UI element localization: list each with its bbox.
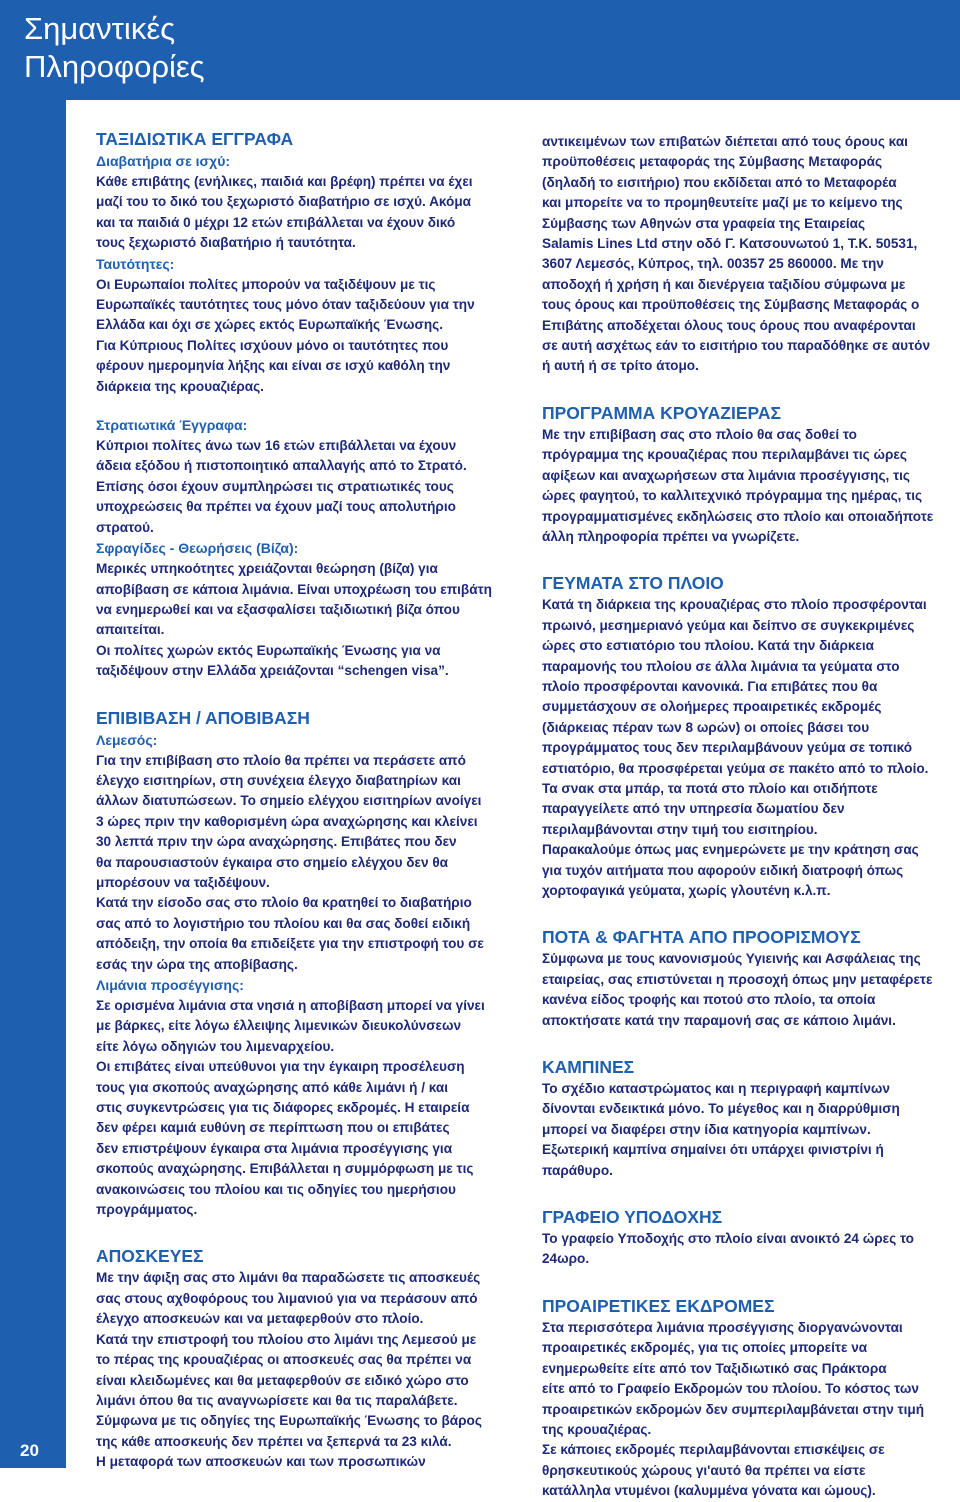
page-title [24, 10, 205, 86]
text-line: Μερικές υπηκοότητες χρειάζονται θεώρηση (βίζα) για [96, 561, 438, 577]
text-line: ή αυτή ή σε τρίτο άτομο. [542, 358, 699, 374]
text-line: είτε από το Γραφείο Εκδρομών του πλοίου. Το κόστος των [542, 1381, 919, 1397]
text-line: κατάλληλα ντυμένοι (καλυμμένα γόνατα και ώμους). [542, 1483, 876, 1499]
text-line: (διάρκειας πέραν των 8 ωρών) οι οποίες βάσει του [542, 719, 870, 735]
text-line: δίνονται ενδεικτικά μόνο. Το μέγεθος και η διαρρύθμιση [542, 1101, 900, 1117]
text-line: εσάς την ώρα της αποβίβασης. [96, 956, 298, 972]
text-line: 24ωρο. [542, 1251, 590, 1267]
text-line: Επιβάτης αποδέχεται όλους τους όρους που αναφέρονται [542, 317, 916, 333]
text-line: εστιατόριο, θα προσφέρεται γεύμα σε πακέτο από το πλοίο. [542, 760, 929, 776]
text-line: άλλων διατυπώσεων. Το σημείο ελέγχου εισιτηρίων ανοίγει [96, 793, 482, 809]
text-line: αποκτήσατε κατά την παραμονή σας σε κάποιο λιμάνι. [542, 1012, 896, 1028]
text-line: Κατά τη διάρκεια της κρουαζιέρας στο πλοίο προσφέρονται [542, 597, 927, 613]
paragraph [96, 172, 526, 254]
text-line: αποβίβαση σε κάποια λιμάνια. Είναι υποχρέωση του επιβάτη [96, 581, 492, 597]
text-line: Κάθε επιβάτης (ενήλικες, παιδιά και βρέφη) πρέπει να έχει [96, 174, 473, 189]
text-line: μαζί του το δικό του ξεχωριστό διαβατήριο σε ισχύ. Ακόμα [96, 194, 471, 210]
paragraph [96, 559, 526, 681]
text-line: 3607 Λεμεσός, Κύπρος, τηλ. 00357 25 860000. Με την [542, 256, 884, 272]
text-line: ώρες φαγητού, το καλλιτεχνικό πρόγραμμα της ημέρας, τις [542, 488, 923, 504]
text-line: Οι Ευρωπαίοι πολίτες μπορούν να ταξιδέψουν με τις [96, 276, 436, 292]
text-line: Ελλάδα και όχι σε χώρες εκτός Ευρωπαϊκής Ένωσης. [96, 317, 443, 333]
paragraph [542, 132, 952, 377]
section-heading: ΤΑΞΙΔΙΩΤΙΚΑ ΕΓΓΡΑΦΑ [96, 129, 294, 149]
paragraph [542, 949, 952, 1031]
text-line: σας στους αχθοφόρους του λιμανιού για να περάσουν από [96, 1290, 478, 1306]
text-line: συμμετάσχουν σε ολοήμερες προαιρετικές εκδρομές [542, 699, 882, 715]
section-heading: ΠΟΤΑ & ΦΑΓΗΤΑ ΑΠΟ ΠΡΟΟΡΙΣΜΟΥΣ [542, 927, 861, 948]
text-line: μπορέσουν να ταξιδέψουν. [96, 874, 270, 890]
text-line: της κάθε αποσκευής δεν πρέπει να ξεπερνά τα 23 κιλά. [96, 1433, 452, 1449]
text-line: 3 ώρες πριν την καθορισμένη ώρα αναχώρησης και κλείνει [96, 813, 478, 829]
text-line: προγράμματος. [96, 1202, 198, 1218]
text-line: λιμάνι όπου θα τις αναγνωρίσετε και θα τις παραλάβετε. [96, 1392, 458, 1408]
text-line: πρόγραμμα της κρουαζιέρας που περιλαμβάνει τις ώρες [542, 447, 907, 463]
text-line: αποδοχή ή χρήση ή και διενέργεια ταξιδίου σύμφωνα με [542, 276, 906, 292]
paragraph [96, 751, 526, 975]
paragraph [542, 425, 952, 547]
text-line: προϋποθέσεις μεταφοράς της Σύμβασης Μεταφοράς [542, 154, 883, 170]
text-line: είτε λόγω οδηγιών του λιμεναρχείου. [96, 1038, 335, 1054]
section-heading: ΠΡΟΓΡΑΜΜΑ ΚΡΟΥΑΖΙΕΡΑΣ [542, 402, 782, 423]
text-line: ανακοινώσεις του πλοίου και τις οδηγίες του ημερήσιου [96, 1181, 456, 1197]
subheading: Διαβατήρια σε ισχύ: [96, 153, 231, 169]
text-line: Ευρωπαϊκές ταυτότητες τους μόνο όταν ταξιδεύουν για την [96, 297, 475, 313]
text-line: Παρακαλούμε όπως μας ενημερώνετε με την κράτηση σας [542, 842, 919, 858]
text-line: με βάρκες, είτε λόγω έλλειψης λιμενικών διευκολύνσεων [96, 1018, 462, 1034]
page-number: 20 [20, 1441, 39, 1460]
text-line: Με την άφιξη σας στο λιμάνι θα παραδώσετε τις αποσκευές [96, 1270, 481, 1286]
text-line: τους ξεχωριστό διαβατήριο ή ταυτότητα. [96, 235, 356, 251]
text-line: φέρουν ημερομηνία λήξης και είναι σε ισχύ καθόλη την [96, 358, 451, 374]
text-line: Σύμφωνα με τις οδηγίες της Ευρωπαϊκής Ένωσης το βάρος [96, 1413, 482, 1429]
text-line: Salamis Lines Ltd στην οδό Γ. Κατσουνωτού 1, Τ.Κ. 50531, [542, 236, 918, 252]
text-line: εταιρείας, σας επιστύνεται η προσοχή όπως μην μεταφέρετε [542, 971, 933, 987]
text-line: μπορεί να διαφέρει στην ίδια κατηγορία καμπίνων. [542, 1121, 871, 1137]
paragraph [96, 996, 526, 1220]
text-line: Τα σνακ στα μπάρ, τα ποτά στο πλοίο και οτιδήποτε [542, 780, 878, 796]
text-line: Για την επιβίβαση στο πλοίο θα πρέπει να περάσετε από [96, 752, 466, 768]
section-heading: ΚΑΜΠΙΝΕΣ [542, 1057, 635, 1078]
text-line: Κατά την επιστροφή του πλοίου στο λιμάνι της Λεμεσού με [96, 1331, 477, 1347]
text-line: και τα παιδιά 0 μέχρι 12 ετών επιβάλλεται να έχουν δικό [96, 214, 456, 230]
text-line: κανένα είδος τροφής και ποτού στο πλοίο, τα οποία [542, 992, 876, 1008]
paragraph [542, 1229, 952, 1270]
text-line: ταξιδέψουν στην Ελλάδα χρειάζονται “schengen visa”. [96, 663, 449, 679]
text-line: Στα περισσότερα λιμάνια προσέγγισης διοργανώνονται [542, 1319, 903, 1335]
text-line: σε αυτή ασχέτως εάν το εισιτήριο του παραδόθηκε σε αυτόν [542, 338, 930, 354]
text-line: προγράμματος τους δεν περιλαμβάνουν γεύμα σε τοπικό [542, 740, 913, 756]
text-line: Οι επιβάτες είναι υπεύθυνοι για την έγκαιρη προσέλευση [96, 1059, 465, 1075]
text-line: Κατά την είσοδο σας στο πλοίο θα κρατηθεί το διαβατήριο [96, 895, 472, 911]
text-line: υποχρεώσεις θα πρέπει να έχουν μαζί τους απολυτήριο [96, 499, 456, 515]
text-line: προαιρετικών εκδρομών δεν συμπεριλαμβάνεται στην τιμή [542, 1401, 924, 1417]
text-line: Η μεταφορά των αποσκευών και των προσωπικών [96, 1454, 426, 1470]
text-line: πλοίο προσφέρονται κανονικά. Για επιβάτες που θα [542, 678, 878, 694]
text-line: θρησκευτικούς χώρους γι'αυτό θα πρέπει να είστε [542, 1462, 866, 1478]
text-line: Κύπριοι πολίτες άνω των 16 ετών επιβάλλεται να έχουν [96, 438, 457, 454]
text-line: το πέρας της κρουαζιέρας οι αποσκευές σας θα πρέπει να [96, 1352, 472, 1368]
text-line: Οι πολίτες χωρών εκτός Ευρωπαϊκής Ένωσης για να [96, 642, 441, 658]
subheading: Σφραγίδες - Θεωρήσεις (Βίζα): [96, 540, 299, 557]
text-line: προγραμματισμένες εκδηλώσεις στο πλοίο και οποιαδήποτε [542, 508, 934, 524]
text-line: Το σχέδιο καταστρώματος και η περιγραφή καμπίνων [542, 1081, 890, 1097]
paragraph [96, 436, 526, 538]
text-line: διάρκεια της κρουαζιέρας. [96, 378, 264, 394]
text-line: Με την επιβίβαση σας στο πλοίο θα σας δοθεί το [542, 426, 857, 442]
text-line: θα παρουσιαστούν έγκαιρα στο σημείο ελέγχου δεν θα [96, 854, 449, 870]
text-line: απόδειξη, την οποία θα επιδείξετε για την επιστροφή του σε [96, 936, 484, 952]
text-line: προαιρετικές εκδρομές, για τις οποίες μπορείτε να [542, 1340, 868, 1356]
text-line: σκοπούς αναχώρησης. Επιβάλλεται η συμμόρφωση με τις [96, 1161, 474, 1177]
paragraph [542, 595, 952, 901]
right-column [542, 132, 952, 1502]
subheading: Ταυτότητες: [96, 255, 175, 272]
text-line: 30 λεπτά πριν την ώρα αναχώρησης. Επιβάτες που δεν [96, 834, 457, 850]
text-line: Σύμφωνα με τους κανονισμούς Υγιεινής και Ασφάλειας της [542, 951, 921, 967]
text-line: παραμονής του πλοίου σε άλλα λιμάνια τα γεύματα στο [542, 658, 900, 674]
subheading: Στρατιωτικά Έγγραφα: [96, 417, 248, 434]
text-line: δεν επιστρέψουν έγκαιρα στα λιμάνια προσέγγισης για [96, 1140, 453, 1156]
text-line: άδεια εξόδου ή πιστοποιητικό απαλλαγής από το Στρατό. [96, 458, 467, 474]
text-line: στις συγκεντρώσεις για τις διάφορες εκδρομές. Η εταιρεία [96, 1100, 470, 1116]
text-line: Σε ορισμένα λιμάνια στα νησιά η αποβίβαση μπορεί να γίνει [96, 998, 485, 1013]
text-line: να ενημερωθεί και να εξασφαλίσει ταξιδιωτική βίζα όπου [96, 601, 460, 617]
left-column [96, 127, 526, 1473]
text-line: της κρουαζιέρας. [542, 1421, 652, 1437]
text-line: (δηλαδή το εισιτήριο) που εκδίδεται από το Μεταφορέα [542, 174, 897, 190]
paragraph [542, 1318, 952, 1502]
text-line: χορτοφαγικά γεύματα, χωρίς γλουτένη κ.λ.π. [542, 883, 831, 898]
text-line: ώρες στο εστιατόριο του πλοίου. Κατά την διάρκεια [542, 638, 875, 654]
subheading: Λεμεσός: [96, 731, 158, 748]
text-line: Σύμβασης των Αθηνών στα γραφεία της Εταιρείας [542, 215, 866, 231]
section-heading: ΠΡΟΑΙΡΕΤΙΚΕΣ ΕΚΔΡΟΜΕΣ [542, 1295, 775, 1316]
text-line: έλεγχο αποσκευών και να μεταφερθούν στο πλοίο. [96, 1311, 424, 1327]
text-line: έλεγχο εισιτηρίων, στη συνέχεια έλεγχο διαβατηρίων και [96, 772, 461, 788]
text-line: παράθυρο. [542, 1162, 613, 1178]
text-line: παραγγείλετε από την υπηρεσία δωματίου δεν [542, 801, 845, 817]
text-line: άλλη πληροφορία πρέπει να γνωρίζετε. [542, 528, 800, 544]
section-heading: ΓΕΥΜΑΤΑ ΣΤΟ ΠΛΟΙΟ [542, 573, 724, 594]
text-line: αντικειμένων των επιβατών διέπεται από τους όρους και [542, 134, 908, 149]
page-title-line: Σημαντικές [24, 11, 176, 46]
text-line: ενημερωθείτε είτε από τον Ταξιδιωτικό σας Πράκτορα [542, 1360, 887, 1376]
text-line: Σε κάποιες εκδρομές περιλαμβάνονται επισκέψεις σε [542, 1442, 885, 1458]
text-line: τους όρους και προϋποθέσεις της Σύμβασης Μεταφοράς ο [542, 297, 920, 313]
text-line: και μπορείτε να το προμηθευτείτε μαζί με το κείμενο της [542, 195, 903, 211]
section-heading: ΓΡΑΦΕΙΟ ΥΠΟΔΟΧΗΣ [542, 1207, 723, 1228]
text-line: είναι κλειδωμένες και θα μεταφερθούν σε ειδικό χώρο στο [96, 1372, 469, 1388]
paragraph [96, 1268, 526, 1472]
text-line: σας από το λογιστήριο του πλοίου και θα σας δοθεί ειδική [96, 915, 471, 931]
text-line: περιλαμβάνονται στην τιμή του εισιτηρίου. [542, 821, 818, 837]
text-line: Εξωτερική καμπίνα σημαίνει ότι υπάρχει φινιστρίνι ή [542, 1142, 884, 1158]
page-title-line: Πληροφορίες [24, 49, 205, 84]
text-line: στρατού. [96, 519, 154, 535]
text-line: Το γραφείο Υποδοχής στο πλοίο είναι ανοικτό 24 ώρες το [542, 1231, 914, 1247]
text-line: πρωινό, μεσημεριανό γεύμα και δείπνο σε συγκεκριμένες [542, 617, 915, 633]
paragraph [542, 1079, 952, 1181]
text-line: τους για σκοπούς αναχώρησης από κάθε λιμάνι ή / και [96, 1079, 449, 1095]
text-line: αφίξεων και αναχωρήσεων στα λιμάνια προσέγγισης, τις [542, 467, 910, 483]
text-line: απαιτείται. [96, 622, 165, 638]
text-line: δεν φέρει καμιά ευθύνη σε περίπτωση που οι επιβάτες [96, 1120, 450, 1136]
text-line: Επίσης όσοι έχουν συμπληρώσει τις στρατιωτικές τους [96, 478, 454, 494]
side-band [0, 0, 66, 1468]
text-line: για τυχόν αιτήματα που αφορούν ειδική διατροφή όπως [542, 862, 904, 878]
section-heading: ΑΠΟΣΚΕΥΕΣ [96, 1246, 204, 1267]
paragraph [96, 275, 526, 397]
section-heading: ΕΠΙΒΙΒΑΣΗ / ΑΠΟΒΙΒΑΣΗ [96, 707, 310, 728]
text-line: Για Κύπριους Πολίτες ισχύουν μόνο οι ταυτότητες που [96, 337, 449, 353]
subheading: Λιμάνια προσέγγισης: [96, 977, 244, 993]
